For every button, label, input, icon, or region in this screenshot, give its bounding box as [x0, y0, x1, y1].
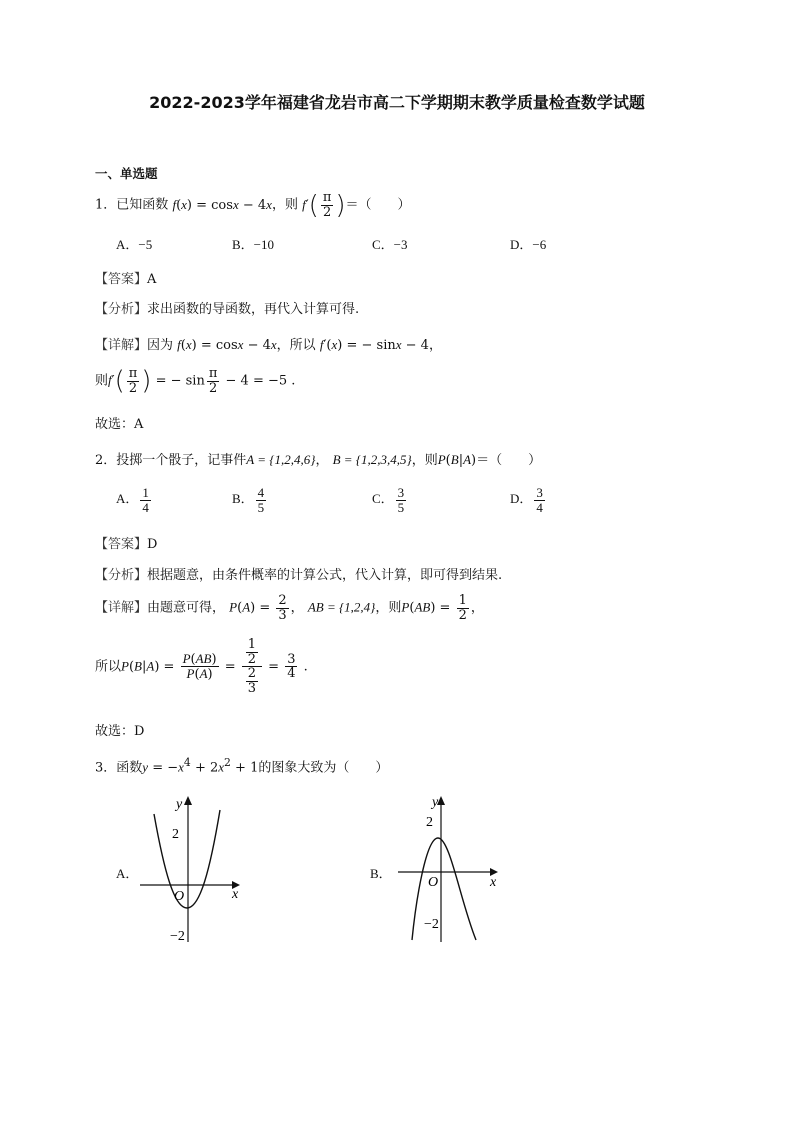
choice: 故选：A [95, 417, 144, 432]
question-number: 1． [95, 197, 117, 213]
option-a-label: A． [116, 866, 139, 881]
svg-text:−2: −2 [170, 929, 185, 944]
svg-text:x: x [232, 887, 239, 902]
detail: 【详解】因为 f(x) = cosx − 4x，所以 f′(x) = − sinx − 4， [95, 337, 442, 353]
option-a: A．−5 [116, 237, 153, 252]
option-c: C． $\frac{3}{5}$ [372, 485, 405, 515]
svg-text:−2: −2 [424, 917, 439, 932]
option-b-label: B． [370, 866, 392, 881]
option-a: A． $\frac{1}{4}$ [116, 485, 149, 515]
detail-line-2: 则f′( $\frac{\pi}{2}$ ) = − sin $\frac{\pi}{2}$ − 4 = −5 . [95, 365, 296, 396]
choice: 故选：D [95, 724, 145, 739]
analysis: 【分析】根据题意，由条件概率的计算公式，代入计算，即可得到结果. [95, 568, 503, 583]
option-d: D．−6 [510, 237, 547, 252]
answer: 【答案】D [95, 537, 158, 552]
graph-b [396, 790, 508, 950]
detail-line-2: 所以P(B|A) = $\frac{P(AB)}{P(A)}$ = $\frac{\frac{1}{2}}{\frac{2}{3}}$ = $\frac{3}{4}$ . [95, 637, 308, 696]
answer: 【答案】A [95, 272, 157, 287]
svg-text:2: 2 [426, 815, 433, 830]
section-heading: 一、单选题 [95, 166, 158, 181]
question-1: 1．已知函数 f(x) = cosx − 4x，则 f′( $\frac{\pi}{2}$ )＝（ ） [95, 189, 411, 220]
question-3: 3．函数$y = -x^4 + 2x^2 + 1$的图象大致为（ ） [95, 756, 389, 776]
option-c: C．−3 [372, 237, 408, 252]
svg-text:y: y [176, 797, 183, 812]
formula: f′( $\frac{\pi}{2}$ ) [302, 189, 346, 220]
graph-a [136, 790, 248, 950]
analysis: 【分析】求出函数的导函数，再代入计算可得. [95, 302, 360, 317]
page-title: 2022-2023学年福建省龙岩市高二下学期期末教学质量检查数学试题 [149, 93, 645, 112]
question-text: 已知函数 [116, 197, 169, 213]
svg-text:y: y [432, 795, 439, 810]
detail: 【详解】由题意可得， P(A) = $\frac{2}{3}$ ， AB = {1,2,4}，则P(AB) = $\frac{1}{2}$ ， [95, 593, 484, 623]
formula: f(x) = cosx − 4x [172, 196, 272, 213]
option-b: B． $\frac{4}{5}$ [232, 485, 265, 515]
option-d: D． $\frac{3}{4}$ [510, 485, 543, 515]
svg-text:O: O [428, 875, 439, 890]
question-2: 2．投掷一个骰子，记事件A = {1,2,4,6}， B = {1,2,3,4,5}，则P(B|A)＝（ ） [95, 452, 542, 468]
svg-text:O: O [174, 889, 185, 904]
svg-text:x: x [490, 875, 497, 890]
svg-text:2: 2 [172, 827, 179, 842]
option-b: B．−10 [232, 237, 275, 252]
